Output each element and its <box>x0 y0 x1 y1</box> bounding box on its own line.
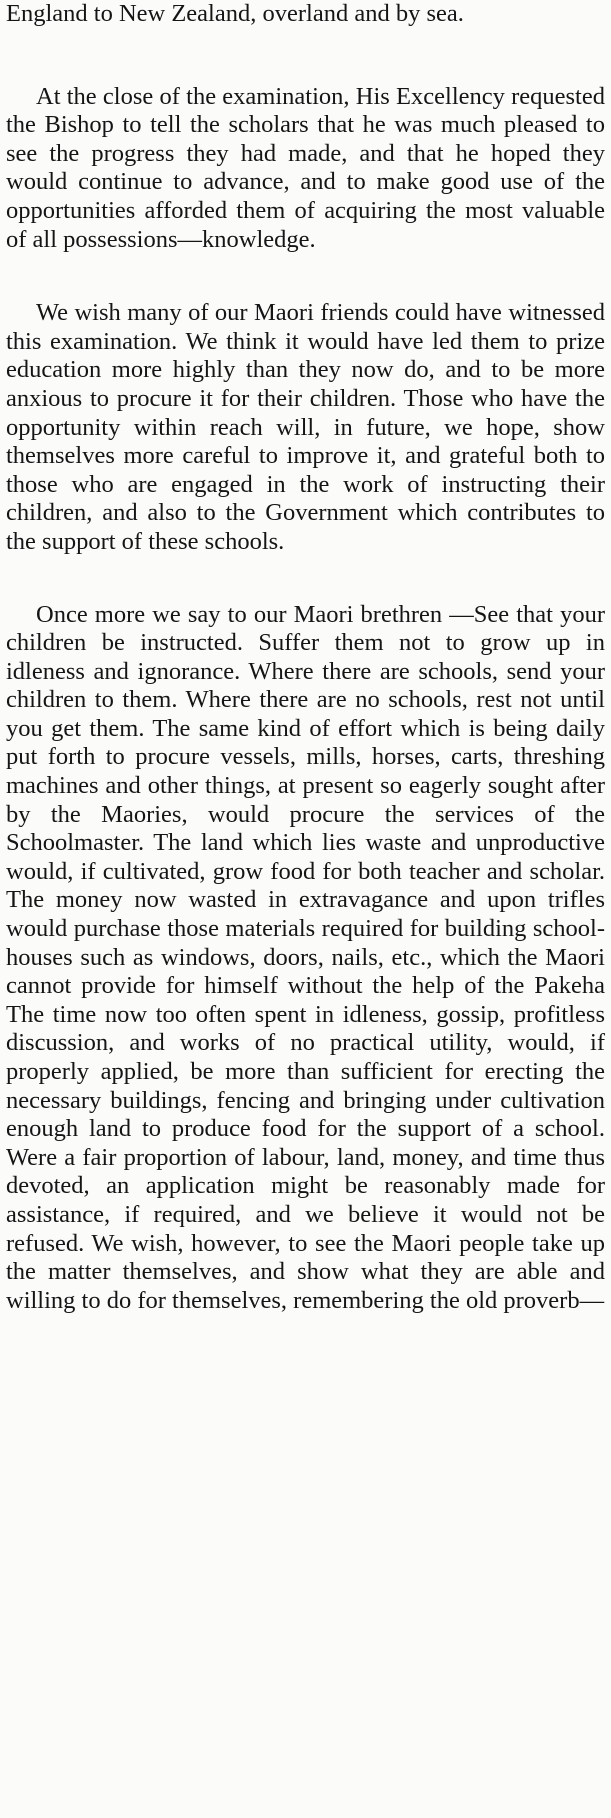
article-paragraph: At the close of the examination, His Excellency requested the Bishop to tell the scholars that he was much pleased to see the progress they had made, and that he hoped they would continue to advance, and to make good use of the opportunities afforded them of acquiring the most valuable of all possessions—knowledge. <box>6 82 605 253</box>
article-paragraph: We wish many of our Maori friends could have witnessed this examination. We think it would have led them to prize education more highly than they now do, and to be more anxious to procure it for their children. Those who have the opportunity within reach will, in future, we hope, show themselves more careful to improve it, and grateful both to those who are engaged in the work of instructing their children, and also to the Government which contributes to the support of these schools. <box>6 299 605 555</box>
article-continuation: England to New Zealand, overland and by sea. <box>6 0 464 27</box>
article-column <box>6 0 605 1315</box>
article-paragraph: Once more we say to our Maori brethren —See that your children be instructed. Suffer them not to grow up in idleness and ignorance. Where there are schools, send your children to them. Where there are no schools, rest not until you get them. The same kind of effort which is being daily put forth to procure vessels, mills, horses, carts, threshing machines and other things, at present so eagerly sought after by the Maories, would procure the services of the Schoolmaster. The land which lies waste and unproductive would, if cultivated, grow food for both teacher and scholar. The money now wasted in extravagance and upon trifles would purchase those materials required for building school-houses such as windows, doors, nails, etc., which the Maori cannot provide for himself without the help of the Pakeha The time now too often spent in idleness, gossip, profitless discussion, and works of no practical utility, would, if properly applied, be more than sufficient for erecting the necessary buildings, fencing and bringing under cultivation enough land to produce food for the support of a school. Were a fair proportion of labour, land, money, and time thus devoted, an application might be reasonably made for assistance, if required, and we believe it would not be refused. We wish, however, to see the Maori people take up the matter themselves, and show what they are able and willing to do for themselves, remembering the old proverb— <box>6 600 605 1314</box>
